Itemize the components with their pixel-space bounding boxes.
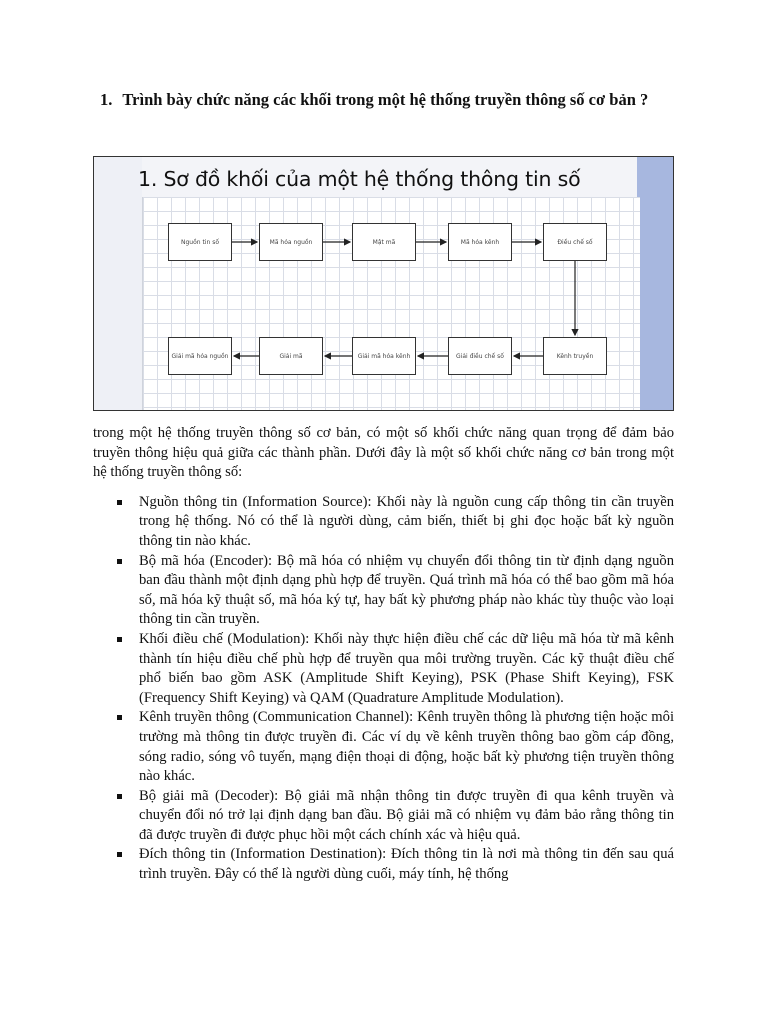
list-item [93, 493, 674, 552]
list-item-text: Đích thông tin (Information Destination): Đích thông tin là nơi mà thông tin đến sau quá trình truyền. Đây có thể là người dùng cuối, máy tính, hệ thống [139, 846, 674, 883]
bullet-marker [117, 852, 122, 857]
list-item-text: Nguồn thông tin (Information Source): Khối này là nguồn cung cấp thông tin cần truyền trong hệ thống. Nó có thể là người dùng, cảm biến, thiết bị ghi đọc hoặc bất kỳ nguồn thông tin nào khác. [139, 493, 674, 549]
block-source-decoder: Giải mã hóa nguồn [168, 337, 232, 375]
block-encryption: Mật mã [352, 223, 416, 261]
body-text [93, 424, 674, 885]
question-number: 1. [100, 90, 113, 109]
intro-paragraph: trong một hệ thống truyền thông số cơ bản, có một số khối chức năng quan trọng để đảm bảo truyền thông hiệu quả giữa các thành phần. Dưới đây là một số khối chức năng cơ bản trong một hệ thống truyền thông số: [93, 425, 674, 481]
block-channel-decoder: Giải mã hóa kênh [352, 337, 416, 375]
block-channel: Kênh truyền [543, 337, 607, 375]
block-source-encoder: Mã hóa nguồn [259, 223, 323, 261]
list-item-text: Bộ giải mã (Decoder): Bộ giải mã nhận thông tin được truyền đi qua kênh truyền và chuyển đổi nó trở lại định dạng ban đầu. Bộ giải mã có nhiệm vụ đảm bảo rằng thông tin đã được truyền đi được phục hồi một cách chính xác và hiệu quả. [139, 787, 674, 843]
bullet-list [93, 493, 674, 885]
block-modulator: Điều chế số [543, 223, 607, 261]
bullet-marker [117, 500, 122, 505]
bullet-marker [117, 637, 122, 642]
list-item-text: Khối điều chế (Modulation): Khối này thực hiện điều chế các dữ liệu mã hóa từ mã kênh thành tín hiệu điều chế phù hợp để truyền qua môi trường truyền. Các kỹ thuật điều chế phổ biến bao gồm ASK (Amplitude Shift Keying), PSK (Phase Shift Keying), FSK (Frequency Shift Keying) và QAM (Quadrature Amplitude Modulation). [139, 630, 674, 706]
block-source: Nguồn tin số [168, 223, 232, 261]
bullet-marker [117, 794, 122, 799]
list-item [93, 552, 674, 630]
list-item [93, 630, 674, 708]
list-item-text: Bộ mã hóa (Encoder): Bộ mã hóa có nhiệm vụ chuyển đổi thông tin từ định dạng nguồn ban đầu thành một định dạng phù hợp để truyền. Quá trình mã hóa có thể bao gồm mã hóa số, mã hóa kỹ thuật số, mã hóa ký tự, hay bất kỳ phương pháp nào khác tùy thuộc vào loại thông tin cần truyền. [139, 552, 674, 628]
figure-title: 1. Sơ đồ khối của một hệ thống thông tin số [138, 167, 581, 191]
block-decryption: Giải mã [259, 337, 323, 375]
list-item [93, 787, 674, 846]
question-text: Trình bày chức năng các khối trong một hệ thống truyền thông số cơ bản ? [122, 90, 649, 109]
block-diagram-figure [93, 156, 674, 411]
block-channel-encoder: Mã hóa kênh [448, 223, 512, 261]
block-demodulator: Giải điều chế số [448, 337, 512, 375]
list-item [93, 845, 674, 884]
diagram-arrows [94, 157, 674, 411]
bullet-marker [117, 715, 122, 720]
question-heading [100, 84, 680, 116]
list-item [93, 708, 674, 786]
list-item-text: Kênh truyền thông (Communication Channel): Kênh truyền thông là phương tiện hoặc môi trường mà thông tin được truyền đi. Các ví dụ về kênh truyền thông bao gồm cáp đồng, sóng radio, sóng vô tuyến, mạng điện thoại di động, hoặc bất kỳ phương tiện truyền thông nào khác. [139, 709, 674, 785]
bullet-marker [117, 559, 122, 564]
